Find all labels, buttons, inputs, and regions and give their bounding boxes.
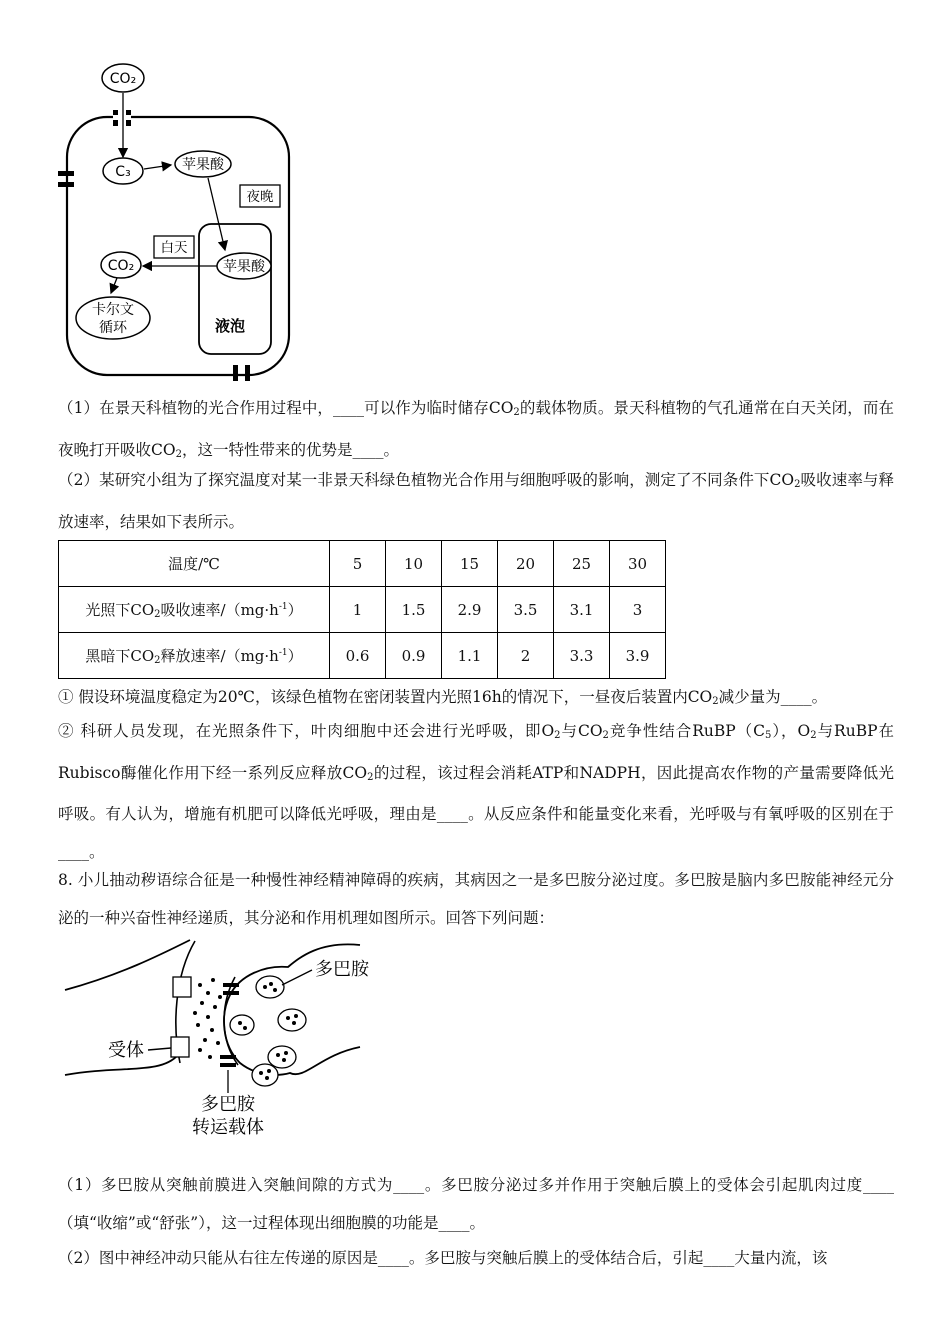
q7-part2: （2）某研究小组为了探究温度对某一非景天科绿色植物光合作用与细胞呼吸的影响，测定了不同条件下$CO_2$吸收速率与释放速率，结果如下表所示。: [58, 471, 894, 531]
c3-label: C₃: [115, 164, 131, 180]
co2-rate-table: [58, 540, 666, 679]
q8-intro: 8. 小儿抽动秽语综合征是一种慢性神经精神障碍的疾病，其病因之一是多巴胺分泌过度。多巴胺是脑内多巴胺能神经元分泌的一种兴奋性神经递质，其分泌和作用机理如图所示。回答下列问题：: [58, 871, 894, 927]
transporter-shape-2: [220, 1055, 236, 1067]
malate-cell-label: 苹果酸: [182, 157, 224, 173]
receptor-shape-2: [171, 1037, 189, 1057]
table-row: 温度/℃ 5 10 15 20 25 30: [59, 541, 666, 587]
calvin-label-2: 循环: [99, 320, 127, 336]
q8-part2: （2）图中神经冲动只能从右往左传递的原因是____。多巴胺与突触后膜上的受体结合后，引起____大量内流，该: [58, 1249, 828, 1267]
transporter-shape-1: [223, 983, 239, 995]
day-label: 白天: [160, 240, 188, 256]
vacuole-label: 液泡: [214, 317, 246, 335]
dopamine-dots: [193, 978, 222, 1059]
stoma-bottom: [233, 365, 250, 381]
table-row-light: 光照下$CO_2$吸收速率$/(mg\cdot h^{-1})$: [59, 587, 330, 633]
dopamine-label: 多巴胺: [315, 959, 369, 980]
q7-sub2: ② 科研人员发现，在光照条件下，叶肉细胞中还会进行光呼吸，即$O_2$与$CO_2$竞争性结合$RuBP(C_5)$，$O_2$与RuBP在Rubisco酶催化作用下经一系列反应释放$CO_2$的过程，该过程会消耗ATP和NADPH，因此提高农作物的产量需要降低光呼吸。有人认为，增施有机肥可以降低光呼吸，理由是____。从反应条件和能量变化来看，光呼吸与有氧呼吸的区别在于____。: [58, 722, 894, 861]
calvin-label-1: 卡尔文: [92, 302, 134, 318]
receptor-shape-1: [173, 977, 191, 997]
cam-pathway-diagram: [50, 60, 300, 385]
co2-day-label: CO₂: [107, 258, 135, 274]
transporter-label-1: 多巴胺: [201, 1094, 255, 1115]
table-header-temp: 温度/℃: [59, 541, 330, 587]
night-label: 夜晚: [246, 189, 274, 205]
co2-top-label: CO₂: [109, 71, 137, 87]
receptor-label: 受体: [108, 1040, 144, 1061]
q8-part1: （1）多巴胺从突触前膜进入突触间隙的方式为____。多巴胺分泌过多并作用于突触后膜上的受体会引起肌肉过度____（填“收缩”或“舒张”），这一过程体现出细胞膜的功能是____。: [58, 1176, 894, 1232]
q7-part1: （1）在景天科植物的光合作用过程中，____可以作为临时储存$CO_2$的载体物质。景天科植物的气孔通常在白天关闭，而在夜晚打开吸收$CO_2$，这一特性带来的优势是____。: [58, 399, 894, 460]
synapse-diagram: [60, 935, 400, 1145]
malate-vacuole-label: 苹果酸: [223, 259, 265, 275]
transporter-label-2: 转运载体: [192, 1117, 264, 1138]
q7-sub1: ① 假设环境温度稳定为20℃，该绿色植物在密闭装置内光照16h的情况下，一昼夜后装置内$CO_2$减少量为____。: [58, 688, 828, 707]
table-row-dark: 黑暗下$CO_2$释放速率$/(mg\cdot h^{-1})$: [59, 633, 330, 679]
stoma-top: [113, 110, 131, 126]
table-row: 光照下$CO_2$吸收速率$/(mg\cdot h^{-1})$ 1 1.5 2.9 3.5 3.1 3: [59, 587, 666, 633]
table-row: 黑暗下$CO_2$释放速率$/(mg\cdot h^{-1})$ 0.6 0.9 1.1 2 3.3 3.9: [59, 633, 666, 679]
